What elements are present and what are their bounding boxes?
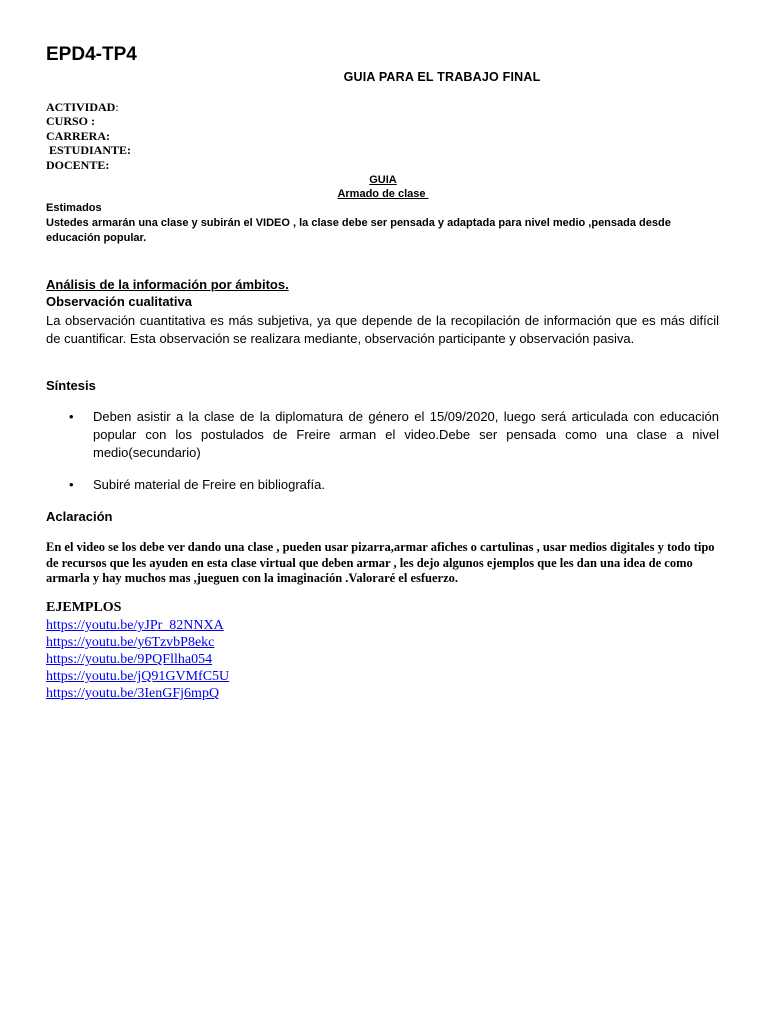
examples-links [46, 617, 229, 702]
analysis-heading: Análisis de la información por ámbitos. [46, 277, 289, 292]
field-estudiante: ESTUDIANTE: [46, 143, 132, 158]
field-label: CARRERA [46, 128, 106, 143]
list-item [46, 476, 719, 494]
example-link[interactable]: https://youtu.be/y6TzvbP8ekc [46, 635, 215, 650]
intro-greeting: Estimados [46, 202, 102, 214]
field-label: ESTUDIANTE [46, 143, 128, 158]
list-item-text: Deben asistir a la clase de la diplomatura de género el 15/09/2020, luego será articulada con educación popular con los postulados de Freire arman el video.Debe ser pensada como una clase a nivel medio(secundario) [93, 409, 719, 460]
list-item-text: Subiré material de Freire en bibliografía. [93, 477, 325, 492]
bullet-icon: • [69, 409, 74, 424]
bullet-icon: • [69, 477, 74, 492]
guia-title: GUIA [369, 174, 397, 186]
intro-text: Ustedes armarán una clase y subirán el VIDEO , la clase debe ser pensada y adaptada para nivel medio ,pensada desde educación popular. [46, 217, 671, 244]
field-actividad: ACTIVIDAD: [46, 100, 119, 114]
intro [46, 201, 726, 246]
field-label: DOCENTE [46, 157, 106, 172]
clarification-heading: Aclaración [46, 509, 113, 524]
synthesis-list [46, 408, 719, 494]
observation-paragraph: La observación cuantitativa es más subjetiva, ya que depende de la recopilación de información que es más difícil de cuantificar. Esta observación se realizara mediante, observación participante y observación pasiva. [46, 313, 719, 346]
field-label: ACTIVIDAD [46, 100, 116, 114]
form-fields [46, 100, 131, 172]
example-link[interactable]: https://youtu.be/3IenGFj6mpQ [46, 686, 220, 701]
synthesis-heading: Síntesis [46, 378, 96, 393]
examples-heading: EJEMPLOS [46, 600, 122, 615]
guia-heading [0, 173, 766, 201]
observation-subheading: Observación cualitativa [46, 294, 192, 309]
field-curso: CURSO : [46, 114, 96, 129]
main-title: GUIA PARA EL TRABAJO FINAL [343, 70, 541, 84]
example-link[interactable]: https://youtu.be/yJPr_82NNXA [46, 618, 224, 633]
guia-subtitle: Armado de clase [337, 188, 429, 200]
field-carrera: CARRERA: [46, 128, 110, 143]
document-code: EPD4-TP4 [46, 44, 137, 65]
clarification-text: En el video se los debe ver dando una clase , pueden usar pizarra,armar afiches o cartulinas , usar medios digitales y todo tipo de recursos que les ayuden en esta clase virtual que deben armar , les dejo algunos ejemplos que les dan una idea de como armarla y hay muchos mas ,jueguen con la imaginación .Valoraré el esfuerzo. [46, 540, 715, 585]
field-docente: DOCENTE: [46, 157, 110, 172]
example-link[interactable]: https://youtu.be/jQ91GVMfC5U [46, 669, 230, 684]
example-link[interactable]: https://youtu.be/9PQFllha054 [46, 652, 213, 667]
field-label: CURSO [46, 114, 89, 129]
list-item [46, 408, 719, 462]
